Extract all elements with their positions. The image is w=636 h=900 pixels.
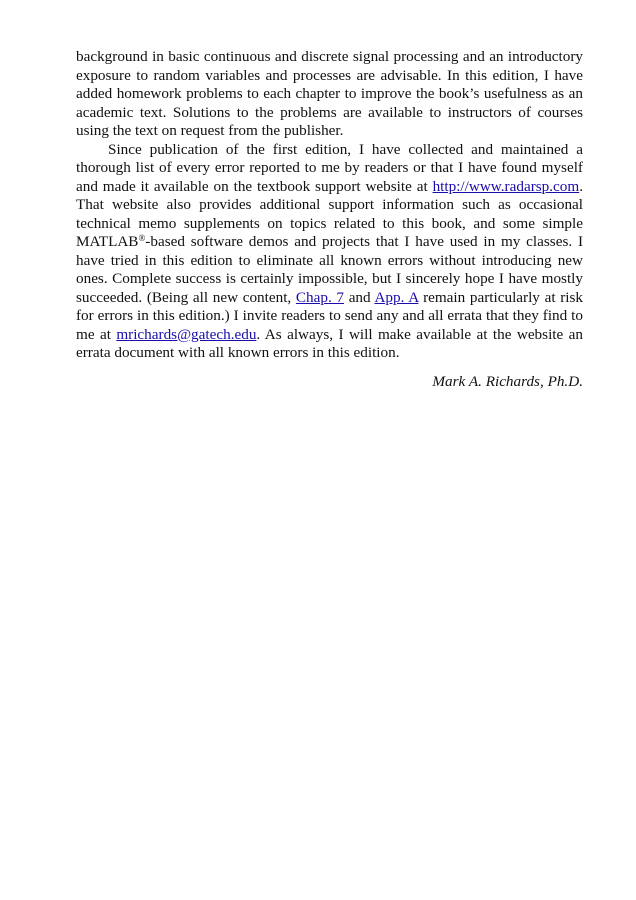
website-link[interactable]: http://www.radarsp.com <box>432 177 580 195</box>
email-link[interactable]: mrichards@gatech.edu <box>116 325 257 343</box>
paragraph-text-part6: . As always, I will make available at the website an errata document with all known errors in this edition. <box>76 325 583 361</box>
paragraph-background-requirements: background in basic continuous and discrete signal processing and an introductory exposure to random variables and processes are advisable. In this edition, I have added homework problems to each chapter to improve the book’s usefulness as an academic text. Solutions to the problems are available to instructors of courses using the text on request from the publisher. <box>76 48 583 139</box>
paragraph-errata-policy <box>76 141 583 363</box>
registered-trademark-symbol: ® <box>138 233 146 243</box>
chapter-7-link[interactable]: Chap. 7 <box>295 288 345 306</box>
paragraph-text-part1: Since publication of the first edition, I have collected and maintained a thorough list of every error reported to me by readers or that I have found myself and made it available on the textbook support website at <box>76 140 583 195</box>
appendix-a-link[interactable]: App. A <box>374 288 419 306</box>
paragraph-text-part5: remain particularly at risk for errors in this edition.) I invite readers to send any and all errata that they find to me at <box>76 288 583 343</box>
author-signature: Mark A. Richards, Ph.D. <box>432 372 583 390</box>
preface-page <box>76 48 583 391</box>
paragraph-text-part4: and <box>344 288 375 306</box>
paragraph-text-part2: . That website also provides additional support information such as occasional technical memo supplements on topics related to this book, and some simple MATLAB <box>76 177 583 250</box>
paragraph-text-part3: -based software demos and projects that I have used in my classes. I have tried in this edition to eliminate all known errors without introducing new ones. Complete success is certainly impossible, but I sincerely hope I have mostly succeeded. (Being all new content, <box>76 233 583 306</box>
